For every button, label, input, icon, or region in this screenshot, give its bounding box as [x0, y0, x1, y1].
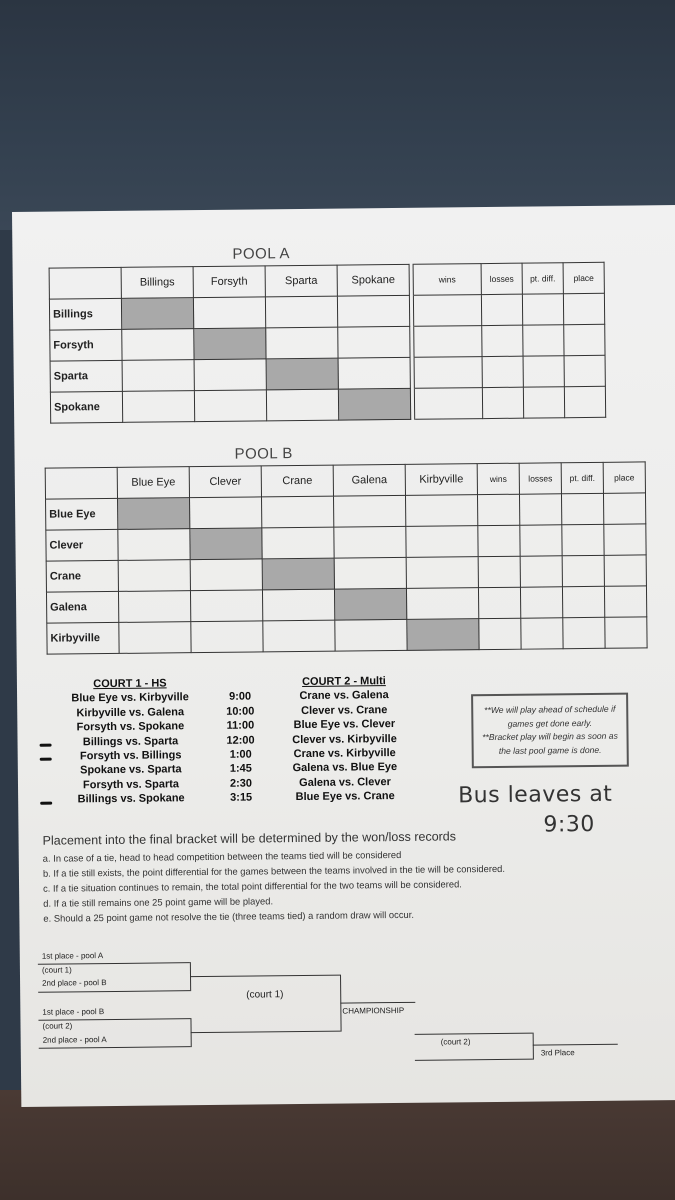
score-cell[interactable] — [190, 559, 262, 591]
bracket-line — [415, 1033, 533, 1035]
pool-b-row-header: Clever — [46, 529, 118, 561]
court-1-schedule — [55, 675, 286, 807]
game-row — [56, 790, 286, 807]
shaded-cell — [334, 588, 406, 620]
game-match: Kirbyville vs. Galena — [76, 706, 185, 720]
shaded-cell — [194, 328, 266, 360]
pool-a-title: POOL A — [232, 245, 291, 263]
game-match: Blue Eye vs. Crane — [295, 790, 395, 804]
pool-b-col-header: Blue Eye — [117, 467, 189, 499]
pool-b-col-header: Clever — [189, 466, 261, 498]
bracket-line — [415, 1059, 533, 1061]
place-cell[interactable] — [604, 524, 646, 555]
shaded-cell — [190, 528, 262, 560]
pool-b-row-header: Blue Eye — [46, 498, 118, 530]
wins-cell[interactable] — [479, 618, 521, 649]
score-cell[interactable] — [334, 526, 406, 558]
losses-cell[interactable] — [519, 494, 561, 525]
stat-header: pt. diff. — [522, 263, 563, 294]
handwritten-dash-mark — [40, 744, 52, 747]
stat-header: wins — [413, 264, 481, 296]
pool-a-col-header: Forsyth — [193, 266, 265, 298]
game-time: 2:30 — [229, 777, 253, 790]
bracket-line — [191, 1031, 341, 1034]
bracket-line — [38, 990, 190, 993]
schedule-sheet — [12, 205, 675, 1107]
place-cell[interactable] — [563, 293, 604, 324]
stat-header: losses — [481, 263, 522, 294]
shaded-cell — [407, 619, 479, 651]
place-cell[interactable] — [604, 555, 646, 586]
score-cell[interactable] — [406, 588, 478, 620]
game-match: Spokane vs. Sparta — [80, 763, 182, 777]
score-cell[interactable] — [191, 621, 263, 653]
score-cell[interactable] — [262, 527, 334, 559]
game-match: Blue Eye vs. Clever — [293, 718, 396, 732]
shaded-cell — [262, 558, 334, 590]
stat-header: wins — [477, 463, 519, 494]
note-line: **Bracket play will begin as soon as the last pool game is done. — [482, 730, 618, 756]
losses-cell[interactable] — [482, 387, 523, 418]
score-cell[interactable] — [193, 297, 265, 329]
place-cell[interactable] — [564, 386, 605, 417]
shaded-cell — [266, 358, 338, 390]
score-cell[interactable] — [266, 389, 338, 421]
score-cell[interactable] — [122, 360, 194, 392]
score-cell[interactable] — [194, 390, 266, 422]
score-cell[interactable] — [338, 326, 410, 358]
score-cell[interactable] — [337, 295, 409, 327]
game-match: Forsyth vs. Sparta — [82, 778, 180, 792]
shaded-cell — [118, 498, 190, 530]
game-time: 10:00 — [226, 705, 255, 718]
rule-item: c. If a tie situation continues to remain, the total point differential for the two teams will be considered. — [43, 878, 462, 894]
wins-cell[interactable] — [414, 388, 482, 420]
game-match: Clever vs. Crane — [301, 703, 388, 717]
stat-header: place — [603, 462, 645, 493]
pool-a-col-header: Sparta — [265, 265, 337, 297]
shaded-cell — [121, 298, 193, 330]
pt-diff-cell[interactable] — [561, 493, 603, 524]
game-match: Crane vs. Kirbyville — [293, 747, 396, 761]
bracket-slot-label: 2nd place - pool A — [42, 1035, 107, 1045]
third-place-label: 3rd Place — [540, 1048, 575, 1058]
rules-lead: Placement into the final bracket will be determined by the won/loss records — [42, 829, 457, 848]
stat-header: place — [563, 262, 604, 293]
score-cell[interactable] — [262, 589, 334, 621]
place-cell[interactable] — [564, 355, 605, 386]
pool-a-row — [50, 386, 605, 423]
bracket-court-label: (court 1) — [41, 965, 72, 975]
pool-b-row — [47, 617, 647, 654]
note-line: **We will play ahead of schedule if games get done early. — [484, 703, 616, 729]
handwritten-dash-mark — [40, 758, 52, 761]
background-top — [0, 0, 675, 230]
court-2-title: COURT 2 - Multi — [302, 675, 386, 688]
wins-cell[interactable] — [414, 357, 482, 389]
pool-b-row-header: Crane — [46, 560, 118, 592]
bracket-court-label: (court 2) — [42, 1021, 73, 1031]
place-cell[interactable] — [604, 586, 646, 617]
handwritten-note: Bus leaves at — [458, 781, 613, 809]
handwritten-dash-mark — [40, 802, 52, 805]
game-match: Billings vs. Spokane — [77, 792, 185, 806]
pool-b-title: POOL B — [234, 445, 293, 463]
losses-cell[interactable] — [520, 587, 562, 618]
score-cell[interactable] — [194, 359, 266, 391]
game-time: 1:00 — [229, 748, 252, 761]
handwritten-time: 9:30 — [543, 811, 595, 838]
bracket-line — [340, 1002, 415, 1004]
bracket-line — [38, 1018, 190, 1021]
pt-diff-cell[interactable] — [563, 617, 605, 648]
game-match: Crane vs. Galena — [299, 689, 389, 703]
game-match: Billings vs. Sparta — [82, 734, 179, 748]
losses-cell[interactable] — [520, 525, 562, 556]
pool-b-row-header: Galena — [46, 591, 118, 623]
game-match: Blue Eye vs. Kirbyville — [71, 691, 189, 705]
pool-a-table — [49, 262, 607, 424]
court-2-schedule — [279, 674, 410, 805]
pt-diff-cell[interactable] — [562, 555, 604, 586]
bracket-line — [533, 1033, 534, 1060]
game-time: 3:15 — [230, 791, 253, 804]
wins-cell[interactable] — [413, 295, 481, 327]
bracket-line — [38, 962, 190, 965]
pool-b-row-header: Kirbyville — [47, 622, 119, 654]
wins-cell[interactable] — [478, 556, 520, 587]
score-cell[interactable] — [333, 495, 405, 527]
wins-cell[interactable] — [478, 587, 520, 618]
place-cell[interactable] — [605, 617, 647, 648]
losses-cell[interactable] — [520, 556, 562, 587]
rule-item: d. If a tie still remains one 25 point game will be played. — [43, 895, 274, 909]
stat-header: pt. diff. — [561, 462, 603, 493]
pt-diff-cell[interactable] — [522, 294, 563, 325]
third-place-court: (court 2) — [440, 1037, 471, 1047]
score-cell[interactable] — [405, 495, 477, 527]
stat-header: losses — [519, 463, 561, 494]
wins-cell[interactable] — [478, 525, 520, 556]
pool-b-col-header: Kirbyville — [405, 464, 477, 496]
score-cell[interactable] — [406, 526, 478, 558]
score-cell[interactable] — [334, 557, 406, 589]
placement-rules — [43, 829, 506, 926]
pool-b-table — [45, 461, 648, 654]
score-cell[interactable] — [406, 557, 478, 589]
score-cell[interactable] — [118, 529, 190, 561]
game-match: Forsyth vs. Spokane — [76, 720, 185, 734]
score-cell[interactable] — [122, 329, 194, 361]
championship-label: CHAMPIONSHIP — [342, 1005, 405, 1016]
pt-diff-cell[interactable] — [523, 387, 564, 418]
pool-a-row-header: Forsyth — [50, 329, 122, 361]
score-cell[interactable] — [190, 590, 262, 622]
score-cell[interactable] — [122, 391, 194, 423]
game-time: 1:45 — [229, 762, 252, 776]
bracket-line — [533, 1044, 618, 1046]
pt-diff-cell[interactable] — [562, 524, 604, 555]
game-match: Clever vs. Kirbyville — [292, 732, 397, 746]
court-1-title: COURT 1 - HS — [93, 677, 167, 691]
losses-cell[interactable] — [521, 618, 563, 649]
wins-cell[interactable] — [477, 494, 519, 525]
rule-item: a. In case of a tie, head to head competition between the teams tied will be considered — [42, 848, 402, 864]
game-match: Galena vs. Blue Eye — [292, 761, 398, 775]
score-cell[interactable] — [263, 620, 335, 652]
place-cell[interactable] — [564, 324, 605, 355]
pool-b-col-header: Crane — [261, 465, 333, 497]
bracket-line — [190, 975, 340, 978]
background-floor — [0, 1090, 675, 1200]
score-cell[interactable] — [335, 619, 407, 651]
game-time: 12:00 — [226, 734, 255, 747]
shaded-cell — [338, 388, 410, 420]
place-cell[interactable] — [603, 493, 645, 524]
schedule-note-box — [471, 693, 629, 769]
score-cell[interactable] — [265, 296, 337, 328]
score-cell[interactable] — [338, 357, 410, 389]
pool-a-row-header: Spokane — [50, 391, 122, 423]
pool-a-col-header: Billings — [121, 267, 193, 299]
bracket-slot-label: 1st place - pool B — [42, 1007, 105, 1017]
pool-a-row-header: Billings — [49, 298, 121, 330]
game-match: Galena vs. Clever — [299, 775, 391, 789]
score-cell[interactable] — [261, 496, 333, 528]
bracket-line — [39, 1046, 191, 1049]
pool-a-row-header: Sparta — [50, 360, 122, 392]
losses-cell[interactable] — [481, 294, 522, 325]
score-cell[interactable] — [190, 497, 262, 529]
score-cell[interactable] — [118, 591, 190, 623]
pt-diff-cell[interactable] — [523, 356, 564, 387]
pt-diff-cell[interactable] — [562, 586, 604, 617]
score-cell[interactable] — [118, 560, 190, 592]
bracket-slot-label: 1st place - pool A — [41, 951, 104, 961]
rule-item: e. Should a 25 point game not resolve the tie (three teams tied) a random draw will occur. — [43, 908, 414, 924]
score-cell[interactable] — [119, 622, 191, 654]
game-time: 11:00 — [226, 719, 255, 732]
pool-a-col-header: Spokane — [337, 264, 409, 296]
bracket-final-court: (court 1) — [246, 989, 284, 1001]
game-match: Forsyth vs. Billings — [79, 749, 182, 763]
losses-cell[interactable] — [482, 356, 523, 387]
pool-b-col-header: Galena — [333, 464, 405, 496]
losses-cell[interactable] — [482, 325, 523, 356]
pt-diff-cell[interactable] — [523, 325, 564, 356]
wins-cell[interactable] — [414, 326, 482, 358]
bracket-slot-label: 2nd place - pool B — [42, 978, 107, 988]
game-time: 9:00 — [229, 690, 252, 704]
score-cell[interactable] — [266, 327, 338, 359]
rule-item: b. If a tie still exists, the point differential for the games between the teams involved in the tie will be considered. — [42, 862, 506, 879]
